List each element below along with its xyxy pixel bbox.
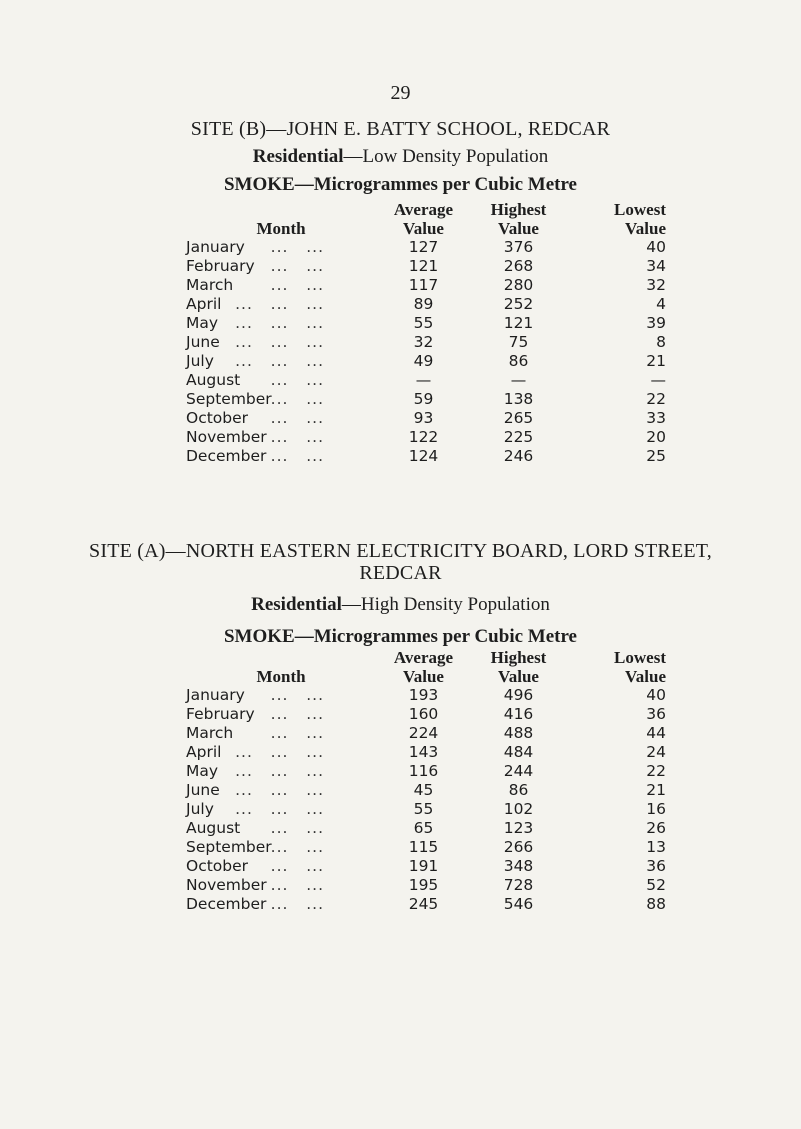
cell-month bbox=[186, 762, 376, 781]
cell-lowest-value: 44 bbox=[646, 724, 666, 742]
cell-highest-value: 102 bbox=[503, 800, 534, 818]
cell-average-value: 55 bbox=[413, 800, 434, 818]
month-name: July bbox=[186, 800, 214, 818]
cell-month bbox=[186, 743, 376, 762]
cell-average-value: 32 bbox=[413, 333, 434, 351]
cell-average-value: 122 bbox=[408, 428, 439, 446]
cell-highest-value: 268 bbox=[503, 257, 534, 275]
table-row bbox=[186, 724, 666, 743]
leader-dots: ... ... bbox=[270, 238, 324, 256]
table-body bbox=[186, 238, 666, 466]
table-row bbox=[186, 409, 666, 428]
leader-dots: ... ... bbox=[270, 838, 324, 856]
month-name: April bbox=[186, 743, 222, 761]
table-row bbox=[186, 295, 666, 314]
cell-month bbox=[186, 781, 376, 800]
cell-highest-value: 376 bbox=[503, 238, 534, 256]
month-name: April bbox=[186, 295, 222, 313]
month-name: March bbox=[186, 276, 234, 294]
cell-month bbox=[186, 447, 376, 466]
units-line bbox=[0, 174, 801, 196]
table-row bbox=[186, 257, 666, 276]
cell-lowest-value: 4 bbox=[656, 295, 666, 313]
cell-highest-value: 484 bbox=[503, 743, 534, 761]
cell-lowest-value: 33 bbox=[646, 409, 666, 427]
cell-lowest-value: 16 bbox=[646, 800, 666, 818]
leader-dots: ... ... bbox=[270, 895, 324, 913]
cell-lowest-value: 36 bbox=[646, 705, 666, 723]
table-row bbox=[186, 276, 666, 295]
cell-highest-value: 266 bbox=[503, 838, 534, 856]
month-name: January bbox=[186, 686, 245, 704]
cell-month bbox=[186, 705, 376, 724]
table-row bbox=[186, 352, 666, 371]
leader-dots: ... ... ... bbox=[235, 781, 324, 799]
leader-dots: ... ... bbox=[270, 371, 324, 389]
leader-dots: ... ... bbox=[270, 705, 324, 723]
cell-highest-value: 138 bbox=[503, 390, 534, 408]
cell-average-value: 117 bbox=[408, 276, 439, 294]
subtitle-category: Residential bbox=[252, 146, 344, 167]
cell-average-value: 224 bbox=[408, 724, 439, 742]
month-name: March bbox=[186, 724, 234, 742]
month-name: August bbox=[186, 819, 241, 837]
leader-dots: ... ... bbox=[270, 876, 324, 894]
header-month: Month bbox=[256, 219, 306, 238]
cell-average-value: 45 bbox=[413, 781, 434, 799]
month-name: September bbox=[186, 838, 272, 856]
header-lowest-value: Lowest Value bbox=[614, 648, 666, 686]
cell-month bbox=[186, 276, 376, 295]
cell-month bbox=[186, 352, 376, 371]
cell-average-value: 193 bbox=[408, 686, 439, 704]
month-name: October bbox=[186, 857, 249, 875]
table-row bbox=[186, 743, 666, 762]
table-row bbox=[186, 314, 666, 333]
cell-highest-value: 416 bbox=[503, 705, 534, 723]
cell-highest-value: 348 bbox=[503, 857, 534, 875]
smoke-table-site-a bbox=[186, 648, 666, 914]
cell-lowest-value: 40 bbox=[646, 686, 666, 704]
site-title: SITE (A)—NORTH EASTERN ELECTRICITY BOARD, LORD STREET, REDCAR bbox=[89, 540, 712, 584]
cell-highest-value: 86 bbox=[508, 781, 529, 799]
leader-dots: ... ... bbox=[270, 276, 324, 294]
cell-lowest-value: 52 bbox=[646, 876, 666, 894]
cell-lowest-value: 13 bbox=[646, 838, 666, 856]
table-row bbox=[186, 819, 666, 838]
subtitle-description: —Low Density Population bbox=[343, 146, 549, 167]
table-row bbox=[186, 371, 666, 390]
cell-highest-value: 225 bbox=[503, 428, 534, 446]
leader-dots: ... ... bbox=[270, 857, 324, 875]
month-name: January bbox=[186, 238, 245, 256]
smoke-table-site-b bbox=[186, 200, 666, 466]
cell-average-value: 143 bbox=[408, 743, 439, 761]
cell-lowest-value: 22 bbox=[646, 390, 666, 408]
cell-month bbox=[186, 257, 376, 276]
leader-dots: ... ... ... bbox=[235, 295, 324, 313]
table-row bbox=[186, 447, 666, 466]
cell-month bbox=[186, 238, 376, 257]
table-header-row bbox=[186, 200, 666, 238]
month-name: November bbox=[186, 876, 267, 894]
month-name: June bbox=[186, 333, 220, 351]
month-name: May bbox=[186, 762, 219, 780]
header-lowest-value: Lowest Value bbox=[614, 200, 666, 238]
section-site-a bbox=[0, 540, 801, 648]
units-pollutant: SMOKE bbox=[223, 626, 295, 647]
leader-dots: ... ... bbox=[270, 819, 324, 837]
table-row bbox=[186, 762, 666, 781]
header-month: Month bbox=[256, 667, 306, 686]
month-name: September bbox=[186, 390, 272, 408]
cell-highest-value: 280 bbox=[503, 276, 534, 294]
cell-highest-value: 265 bbox=[503, 409, 534, 427]
cell-average-value: 160 bbox=[408, 705, 439, 723]
cell-month bbox=[186, 409, 376, 428]
cell-lowest-value: 32 bbox=[646, 276, 666, 294]
cell-month bbox=[186, 895, 376, 914]
cell-average-value: 49 bbox=[413, 352, 434, 370]
cell-month bbox=[186, 876, 376, 895]
cell-highest-value: 244 bbox=[503, 762, 534, 780]
header-average-value: Average Value bbox=[393, 200, 454, 238]
leader-dots: ... ... ... bbox=[235, 762, 324, 780]
table-row bbox=[186, 686, 666, 705]
cell-average-value: 124 bbox=[408, 447, 439, 465]
cell-lowest-value: 88 bbox=[646, 895, 666, 913]
cell-month bbox=[186, 371, 376, 390]
cell-highest-value: 728 bbox=[503, 876, 534, 894]
leader-dots: ... ... bbox=[270, 428, 324, 446]
month-name: July bbox=[186, 352, 214, 370]
cell-month bbox=[186, 314, 376, 333]
cell-average-value: 121 bbox=[408, 257, 439, 275]
leader-dots: ... ... ... bbox=[235, 352, 324, 370]
header-highest-value: Highest Value bbox=[490, 648, 547, 686]
cell-highest-value: 123 bbox=[503, 819, 534, 837]
cell-highest-value: 246 bbox=[503, 447, 534, 465]
cell-lowest-value: 36 bbox=[646, 857, 666, 875]
units-pollutant: SMOKE bbox=[223, 174, 295, 195]
page-number: 29 bbox=[390, 82, 411, 104]
month-name: February bbox=[186, 705, 255, 723]
cell-highest-value: 86 bbox=[508, 352, 529, 370]
month-name: October bbox=[186, 409, 249, 427]
header-highest-value: Highest Value bbox=[490, 200, 547, 238]
cell-lowest-value: 25 bbox=[646, 447, 666, 465]
density-subtitle bbox=[0, 594, 801, 616]
cell-month bbox=[186, 333, 376, 352]
cell-lowest-value: 22 bbox=[646, 762, 666, 780]
table-row bbox=[186, 333, 666, 352]
cell-average-value: — bbox=[415, 371, 432, 389]
month-name: February bbox=[186, 257, 255, 275]
cell-lowest-value: — bbox=[650, 371, 666, 389]
cell-month bbox=[186, 686, 376, 705]
leader-dots: ... ... ... bbox=[235, 314, 324, 332]
cell-average-value: 59 bbox=[413, 390, 434, 408]
section-site-b bbox=[0, 118, 801, 196]
leader-dots: ... ... ... bbox=[235, 333, 324, 351]
table-header-row bbox=[186, 648, 666, 686]
month-name: June bbox=[186, 781, 220, 799]
units-line bbox=[0, 626, 801, 648]
cell-lowest-value: 20 bbox=[646, 428, 666, 446]
cell-average-value: 55 bbox=[413, 314, 434, 332]
cell-highest-value: 496 bbox=[503, 686, 534, 704]
cell-lowest-value: 34 bbox=[646, 257, 666, 275]
cell-highest-value: 121 bbox=[503, 314, 534, 332]
table-row bbox=[186, 238, 666, 257]
month-name: December bbox=[186, 447, 267, 465]
cell-average-value: 191 bbox=[408, 857, 439, 875]
cell-lowest-value: 21 bbox=[646, 352, 666, 370]
leader-dots: ... ... ... bbox=[235, 800, 324, 818]
cell-month bbox=[186, 838, 376, 857]
cell-lowest-value: 21 bbox=[646, 781, 666, 799]
subtitle-description: —High Density Population bbox=[341, 594, 550, 615]
table-row bbox=[186, 428, 666, 447]
cell-highest-value: 252 bbox=[503, 295, 534, 313]
cell-average-value: 195 bbox=[408, 876, 439, 894]
cell-month bbox=[186, 857, 376, 876]
cell-lowest-value: 39 bbox=[646, 314, 666, 332]
units-measure: —Microgrammes per Cubic Metre bbox=[294, 174, 577, 195]
cell-highest-value: — bbox=[510, 371, 527, 389]
month-name: August bbox=[186, 371, 241, 389]
table-row bbox=[186, 390, 666, 409]
month-name: December bbox=[186, 895, 267, 913]
leader-dots: ... ... bbox=[270, 686, 324, 704]
cell-highest-value: 546 bbox=[503, 895, 534, 913]
month-name: May bbox=[186, 314, 219, 332]
leader-dots: ... ... ... bbox=[235, 743, 324, 761]
table-row bbox=[186, 895, 666, 914]
cell-month bbox=[186, 800, 376, 819]
leader-dots: ... ... bbox=[270, 447, 324, 465]
leader-dots: ... ... bbox=[270, 390, 324, 408]
table-row bbox=[186, 781, 666, 800]
units-measure: —Microgrammes per Cubic Metre bbox=[294, 626, 577, 647]
table-row bbox=[186, 705, 666, 724]
cell-month bbox=[186, 428, 376, 447]
cell-highest-value: 75 bbox=[508, 333, 529, 351]
density-subtitle bbox=[0, 146, 801, 168]
leader-dots: ... ... bbox=[270, 409, 324, 427]
cell-lowest-value: 24 bbox=[646, 743, 666, 761]
table-row bbox=[186, 857, 666, 876]
cell-average-value: 65 bbox=[413, 819, 434, 837]
cell-lowest-value: 40 bbox=[646, 238, 666, 256]
cell-month bbox=[186, 295, 376, 314]
table-row bbox=[186, 800, 666, 819]
cell-highest-value: 488 bbox=[503, 724, 534, 742]
table-row bbox=[186, 838, 666, 857]
site-title: SITE (B)—JOHN E. BATTY SCHOOL, REDCAR bbox=[190, 118, 611, 140]
cell-average-value: 127 bbox=[408, 238, 439, 256]
cell-lowest-value: 26 bbox=[646, 819, 666, 837]
cell-average-value: 93 bbox=[413, 409, 434, 427]
month-name: November bbox=[186, 428, 267, 446]
table-row bbox=[186, 876, 666, 895]
cell-average-value: 115 bbox=[408, 838, 439, 856]
cell-month bbox=[186, 819, 376, 838]
cell-average-value: 89 bbox=[413, 295, 434, 313]
cell-average-value: 245 bbox=[408, 895, 439, 913]
header-average-value: Average Value bbox=[393, 648, 454, 686]
leader-dots: ... ... bbox=[270, 257, 324, 275]
cell-lowest-value: 8 bbox=[656, 333, 666, 351]
cell-month bbox=[186, 390, 376, 409]
subtitle-category: Residential bbox=[251, 594, 342, 615]
cell-month bbox=[186, 724, 376, 743]
cell-average-value: 116 bbox=[408, 762, 439, 780]
table-body bbox=[186, 686, 666, 914]
leader-dots: ... ... bbox=[270, 724, 324, 742]
